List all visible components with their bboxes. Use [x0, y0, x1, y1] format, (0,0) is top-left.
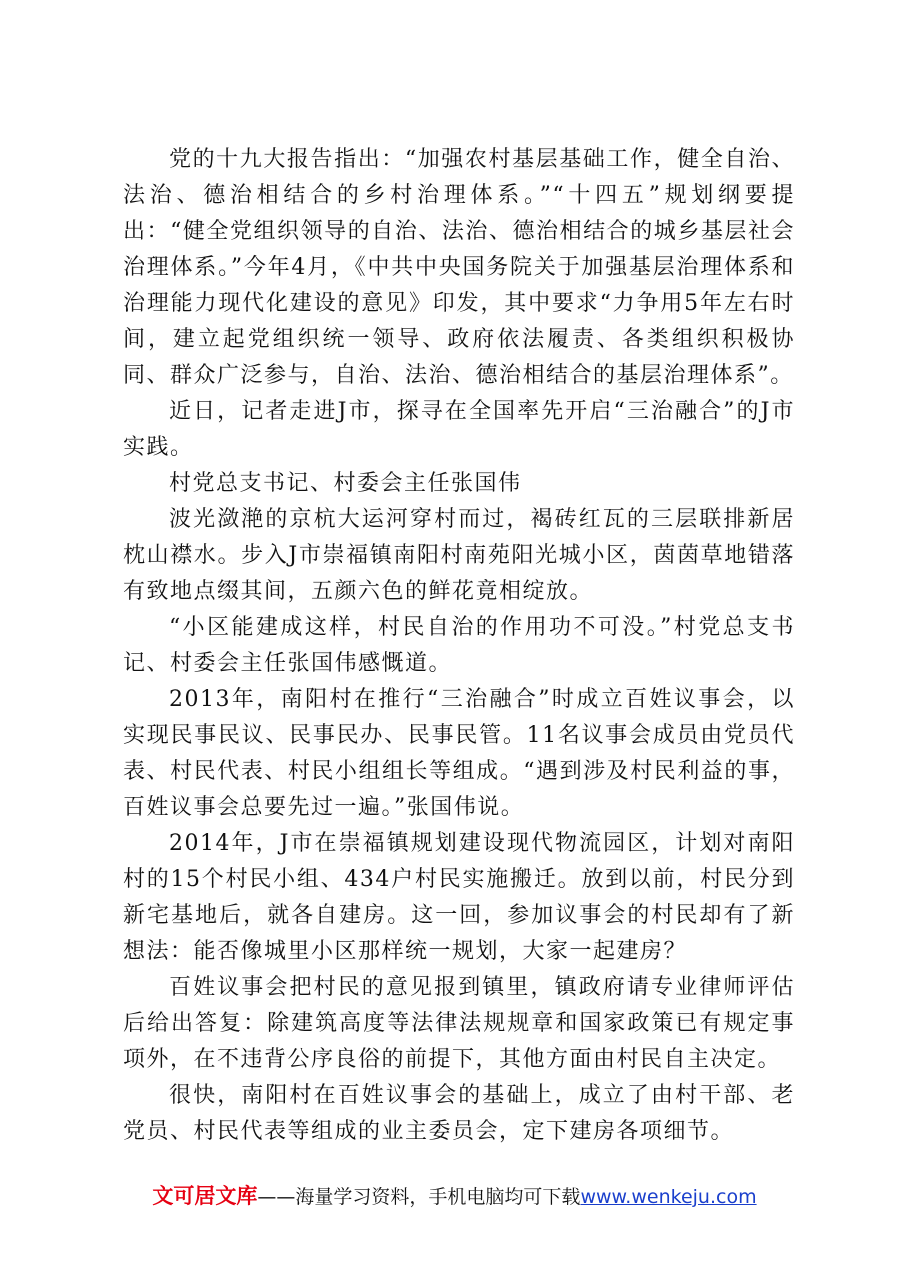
- paragraph-7: 2014年，J市在崇福镇规划建设现代物流园区，计划对南阳村的15个村民小组、434户村民实施搬迁。放到以前，村民分到新宅基地后，就各自建房。这一回，参加议事会的村民却有了新想法：能否像城里小区那样统一规划，大家一起建房？: [123, 831, 795, 964]
- paragraph-9: 很快，南阳村在百姓议事会的基础上，成立了由村干部、老党员、村民代表等组成的业主委员会，定下建房各项细节。: [123, 1083, 795, 1144]
- paragraph-8: 百姓议事会把村民的意见报到镇里，镇政府请专业律师评估后给出答复：除建筑高度等法律法规规章和国家政策已有规定事项外，在不违背公序良俗的前提下，其他方面由村民自主决定。: [123, 975, 795, 1072]
- paragraph-6: 2013年，南阳村在推行“三治融合”时成立百姓议事会，以实现民事民议、民事民办、民事民管。11名议事会成员由党员代表、村民代表、村民小组组长等组成。“遇到涉及村民利益的事，百姓议事会总要先过一遍。”张国伟说。: [123, 687, 795, 820]
- paragraph-5: “小区能建成这样，村民自治的作用功不可没。”村党总支书记、村委会主任张国伟感慨道。: [123, 615, 795, 676]
- footer-banner: [0, 1181, 909, 1212]
- paragraph-1: 党的十九大报告指出：“加强农村基层基础工作，健全自治、法治、德治相结合的乡村治理体系。”“十四五”规划纲要提出：“健全党组织领导的自治、法治、德治相结合的城乡基层社会治理体系。”今年4月，《中共中央国务院关于加强基层治理体系和治理能力现代化建设的意见》印发，其中要求“力争用5年左右时间，建立起党组织统一领导、政府依法履责、各类组织积极协同、群众广泛参与，自治、法治、德治相结合的基层治理体系”。: [123, 147, 795, 388]
- footer-brand: 文可居文库: [152, 1184, 258, 1208]
- article-body: [123, 142, 795, 1150]
- paragraph-4: 波光潋滟的京杭大运河穿村而过，褐砖红瓦的三层联排新居枕山襟水。步入J市崇福镇南阳村南苑阳光城小区，茵茵草地错落有致地点缀其间，五颜六色的鲜花竟相绽放。: [123, 507, 795, 604]
- footer-website-link[interactable]: www.wenkeju.com: [580, 1186, 757, 1208]
- paragraph-3: 村党总支书记、村委会主任张国伟: [169, 471, 522, 496]
- footer-tagline: ——海量学习资料，手机电脑均可下载: [257, 1186, 581, 1208]
- paragraph-2: 近日，记者走进J市，探寻在全国率先开启“三治融合”的J市实践。: [123, 399, 795, 460]
